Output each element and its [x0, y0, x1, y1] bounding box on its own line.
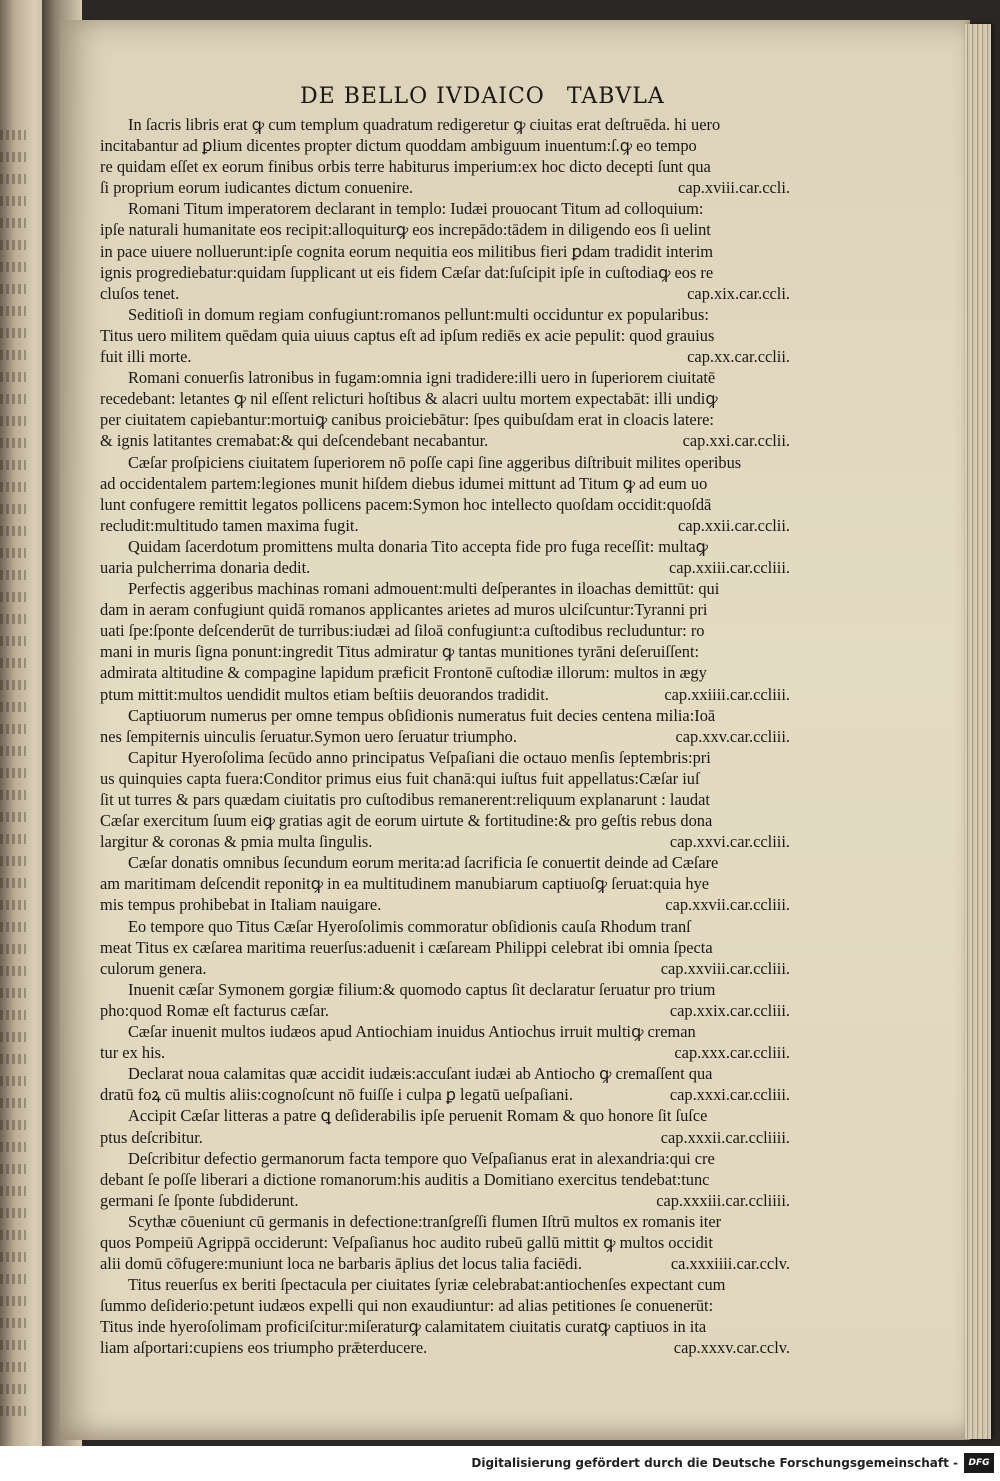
left-page-text-mark — [0, 570, 26, 580]
entry-line: Deſcribitur defectio germanorum facta tempore quo Veſpaſianus erat in alexandria:qui cre — [128, 1148, 715, 1168]
left-page-text-mark — [0, 438, 26, 448]
left-page-text-mark — [0, 900, 26, 910]
left-page-text-mark — [0, 350, 26, 360]
entry-text: culorum genera. — [100, 958, 207, 978]
entry-line: Cæſar exercitum ſuum eiꝙ gratias agit de eorum uirtute & fortitudine:& pro geſtis rebus dona — [100, 811, 713, 831]
entry-text: pho:quod Romæ eſt facturus cæſar. — [100, 1000, 329, 1020]
entry-line: re quidam eſſet ex eorum finibus orbis terre habiturus imperium:ex hoc dicto decepti ſunt qua — [100, 157, 711, 177]
left-page-text-mark — [0, 1120, 26, 1130]
left-page-text-mark — [0, 1186, 26, 1196]
entry-line — [100, 177, 790, 198]
entry-line — [100, 831, 790, 852]
entry-line: dam in aeram confugiunt quidā romanos applicantes arietes ad muros ulciſcuntur:Tyranni pri — [100, 600, 708, 620]
table-of-contents — [100, 114, 790, 1359]
entry-line: uati ſpe:ſponte deſcenderūt de turribus:iudæi ad ſiloā confugiunt:a cuſtodibus recluduntur: ro — [100, 621, 705, 641]
left-page-text-mark — [0, 152, 26, 162]
entry-line: quos Pompeiū Agrippā occiderunt: Veſpaſianus hoc audito rubeū gallū mittit ꝙ multos occidit — [100, 1232, 713, 1252]
entry-line: Cæſar inuenit multos iudæos apud Antiochiam inuidus Antiochus irruit multiꝙ creman — [128, 1022, 696, 1042]
left-page-text-mark — [0, 856, 26, 866]
entry-line: Perfectis aggeribus machinas romani admouent:multi deſperantes in iloachas demittūt: qui — [128, 579, 720, 599]
entry-line: mani in muris ſigna ponunt:ingredit Titus admiratur ꝙ tantas munitiones tyrāni deſeruiſſent: — [100, 642, 700, 662]
left-page-text-mark — [0, 1164, 26, 1174]
left-page-text-mark — [0, 1208, 26, 1218]
left-page-text-mark — [0, 702, 26, 712]
left-page-text-mark — [0, 482, 26, 492]
entry-line: lunt confugere remittit legatos pollicens pacem:Symon hoc intellecto quoſdam occidit:quoſdā — [100, 494, 712, 514]
chapter-reference: cap.xx.car.cclii. — [687, 347, 790, 367]
chapter-reference: cap.xxxiii.car.ccliiii. — [656, 1190, 790, 1210]
left-page-text-mark — [0, 746, 26, 756]
left-page-text-mark — [0, 768, 26, 778]
header-title: DE BELLO IVDAICO — [300, 84, 545, 109]
entry-line: ipſe naturali humanitate eos recipit:alloquiturꝙ eos increpādo:tādem in diligendo eos ſi uelint — [100, 220, 711, 240]
chapter-reference: cap.xxvii.car.ccliii. — [665, 895, 790, 915]
chapter-reference: cap.xxx.car.ccliii. — [674, 1043, 790, 1063]
entry-line — [100, 557, 790, 578]
left-page-text-mark — [0, 526, 26, 536]
page-header — [300, 84, 665, 109]
left-page-text-mark — [0, 944, 26, 954]
left-page-text-mark — [0, 1296, 26, 1306]
entry-text: ſi proprium eorum iudicantes dictum conuenire. — [100, 178, 414, 198]
left-page-text-mark — [0, 394, 26, 404]
left-page-text-mark — [0, 416, 26, 426]
toc-entry — [100, 304, 790, 367]
entry-line: incitabantur ad ꝑlium dicentes propter dictum quoddam ambiguum inuentum:ſ.ꝙ eo tempo — [100, 136, 697, 156]
toc-entry — [100, 367, 790, 451]
entry-text: ptum mittit:multos uendidit multos etiam beſtiis deuorandos tradidit. — [100, 684, 549, 704]
entry-line — [100, 1000, 790, 1021]
left-page-text-mark — [0, 1274, 26, 1284]
entry-line: Captiuorum numerus per omne tempus obſidionis numeratus fuit decies centena milia:Ioā — [128, 705, 716, 725]
left-page-text-mark — [0, 174, 26, 184]
left-page-text-mark — [0, 1340, 26, 1350]
left-page-text-mark — [0, 636, 26, 646]
left-page-text-mark — [0, 240, 26, 250]
left-page-text-mark — [0, 988, 26, 998]
page-edges — [965, 24, 991, 1439]
toc-entry — [100, 1148, 790, 1211]
left-page-text-mark — [0, 1010, 26, 1020]
entry-line — [100, 515, 790, 536]
entry-line — [100, 283, 790, 304]
chapter-reference: cap.xviii.car.ccli. — [678, 178, 790, 198]
left-page-text-mark — [0, 1230, 26, 1240]
left-page-text-mark — [0, 724, 26, 734]
chapter-reference: cap.xxv.car.ccliii. — [675, 726, 790, 746]
chapter-reference: cap.xxi.car.cclii. — [682, 431, 790, 451]
chapter-reference: cap.xxiii.car.ccliii. — [668, 557, 790, 577]
entry-text: & ignis latitantes cremabat:& qui deſcendebant necabantur. — [100, 431, 489, 451]
entry-line — [100, 1253, 790, 1274]
entry-text: liam aſportari:cupiens eos triumpho prǣterducere. — [100, 1338, 428, 1358]
entry-line: in pace uiuere nolluerunt:ipſe cognita eorum nequitia eos militibus fieri ꝑdam tradidit interim — [100, 241, 714, 261]
toc-entry — [100, 979, 790, 1021]
entry-text: dratū foꝝ cū multis aliis:cognoſcunt nō fuiſſe i culpa ꝑ legatū ueſpaſiani. — [100, 1085, 573, 1105]
entry-line: recedebant: letantes ꝙ nil eſſent relicturi hoſtibus & alacri uultu mortem expectabāt: illi undiꝙ — [100, 389, 718, 409]
entry-text: uaria pulcherrima donaria dedit. — [100, 557, 311, 577]
entry-line: Inuenit cæſar Symonem gorgiæ filium:& quomodo captus ſit declaratur ſeruatur pro trium — [128, 979, 716, 999]
entry-line — [100, 726, 790, 747]
entry-line: us quinquies capta fuera:Conditor primus eius fuit chanā:qui iuſtus fuit appellatus:Cæſar iuſ — [100, 768, 700, 788]
entry-line: Declarat noua calamitas quæ accidit iudæis:accuſant iudæi ab Antiocho ꝙ cremaſſent qua — [128, 1064, 713, 1084]
entry-line: per ciuitatem capiebantur:mortuiꝙ canibus proiciebātur: ſpes quibuſdam erat in cloacis latere: — [100, 410, 714, 430]
left-page-text-mark — [0, 1142, 26, 1152]
entry-line: debant ſe poſſe liberari a dictione romanorum:his auditis a Domitiano exercitus tendebat:tunc — [100, 1169, 710, 1189]
left-page-text-mark — [0, 966, 26, 976]
chapter-reference: cap.xxxv.car.cclv. — [673, 1338, 790, 1358]
entry-line: Cæſar donatis omnibus ſecundum eorum merita:ad ſacrificia ſe conuertit deinde ad Cæſare — [128, 853, 719, 873]
entry-line: am maritimam deſcendit reponitꝙ in ea multitudinem manubiarum captiuoſꝙ ſeruat:quia hye — [100, 874, 710, 894]
chapter-reference: cap.xxvi.car.ccliii. — [669, 832, 790, 852]
entry-line — [100, 1337, 790, 1358]
entry-line — [100, 1190, 790, 1211]
left-page-text-mark — [0, 328, 26, 338]
left-page-text-mark — [0, 284, 26, 294]
entry-line: In ſacris libris erat ꝙ cum templum quadratum redigeretur ꝙ ciuitas erat deſtruēda. hi uero — [128, 115, 721, 134]
entry-line: ſummo deſiderio:petunt iudæos expelli qui non exaudiuntur: ad alias petitiones ſe conuenerūt: — [100, 1296, 714, 1316]
toc-entry — [100, 1021, 790, 1063]
toc-entry — [100, 452, 790, 536]
entry-line — [100, 894, 790, 915]
entry-text: recludit:multitudo tamen maxima fugit. — [100, 515, 359, 535]
entry-line — [100, 1127, 790, 1148]
left-page-text-mark — [0, 1318, 26, 1328]
entry-line — [100, 1042, 790, 1063]
entry-line: Scythæ cōueniunt cū germanis in defectione:tranſgreſſi flumen Iſtrū multos ex romanis iter — [128, 1211, 722, 1231]
toc-entry — [100, 1063, 790, 1105]
left-page-text-mark — [0, 592, 26, 602]
left-page-text-mark — [0, 1054, 26, 1064]
entry-line: Cæſar proſpiciens ciuitatem ſuperiorem nō poſſe capi ſine aggeribus diſtribuit milites operibus — [128, 452, 742, 472]
left-page-text-mark — [0, 1384, 26, 1394]
left-page-text-mark — [0, 372, 26, 382]
entry-line: Accipit Cæſar litteras a patre ꝗ deſiderabilis ipſe peruenit Romam & quo honore ſit ſuſce — [128, 1106, 708, 1126]
entry-line: Capitur Hyeroſolima ſecūdo anno principatus Veſpaſiani die octauo menſis ſeptembris:pri — [128, 747, 711, 767]
entry-line: admirata altitudine & compagine lapidum præficit Frontonē cuſtodiæ illorum: multos in ægy — [100, 663, 707, 683]
chapter-reference: cap.xxiiii.car.ccliii. — [664, 684, 790, 704]
entry-line: Seditioſi in domum regiam confugiunt:romanos pellunt:multi occiduntur ex popularibus: — [128, 304, 709, 324]
left-page-text-mark — [0, 1098, 26, 1108]
left-page-text-mark — [0, 306, 26, 316]
toc-entry — [100, 747, 790, 852]
left-page-text-mark — [0, 812, 26, 822]
entry-line: ſit ut turres & pars quædam ciuitatis pro cuſtodibus remanerent:reliquum explanarunt : laudat — [100, 790, 710, 809]
entry-line: ignis progrediebatur:quidam ſupplicant ut eis fidem Cæſar dat:ſuſcipit ipſe in cuſtodiaꝙ eos re — [100, 262, 714, 282]
toc-entry — [100, 916, 790, 979]
left-page-text-mark — [0, 834, 26, 844]
left-page-text-mark — [0, 878, 26, 888]
chapter-reference: cap.xix.car.ccli. — [687, 283, 790, 303]
dfg-logo: DFG — [964, 1453, 994, 1473]
chapter-reference: cap.xxxii.car.ccliiii. — [660, 1127, 790, 1147]
left-page-fragment — [0, 0, 48, 1446]
left-page-text-mark — [0, 130, 26, 140]
entry-line — [100, 1084, 790, 1105]
entry-line — [100, 346, 790, 367]
left-page-text-mark — [0, 504, 26, 514]
toc-entry — [100, 536, 790, 578]
entry-line: Romani Titum imperatorem declarant in templo: Iudæi prouocant Titum ad colloquium: — [128, 199, 704, 219]
entry-text: mis tempus prohibebat in Italiam nauigare. — [100, 895, 382, 915]
left-page-text-mark — [0, 614, 26, 624]
toc-entry — [100, 1105, 790, 1147]
left-page-text-mark — [0, 790, 26, 800]
entry-text: ptus deſcribitur. — [100, 1127, 203, 1147]
left-page-text-mark — [0, 1362, 26, 1372]
left-page-text-mark — [0, 1032, 26, 1042]
entry-text: germani ſe ſponte ſubdiderunt. — [100, 1190, 299, 1210]
toc-entry — [100, 852, 790, 915]
left-page-text-mark — [0, 548, 26, 558]
footer-credit: Digitalisierung gefördert durch die Deutsche Forschungsgemeinschaft - — [471, 1456, 958, 1470]
left-page-text-mark — [0, 460, 26, 470]
entry-line: Quidam ſacerdotum promittens multa donaria Tito accepta fide pro fuga receſſit: multaꝙ — [128, 536, 708, 556]
entry-line: Titus reuerſus ex beriti ſpectacula per ciuitates ſyriæ celebrabat:antiochenſes expectant cum — [128, 1275, 726, 1295]
left-page-text-mark — [0, 1076, 26, 1086]
entry-line: ad occidentalem partem:legiones munit hiſdem diebus idumei mittunt ad Titum ꝙ ad eum uo — [100, 473, 708, 493]
left-page-text-mark — [0, 680, 26, 690]
left-page-text-mark — [0, 218, 26, 228]
toc-entry — [100, 1274, 790, 1358]
chapter-reference: ca.xxxiiii.car.cclv. — [670, 1254, 790, 1274]
left-page-text-mark — [0, 922, 26, 932]
entry-text: cluſos tenet. — [100, 283, 180, 303]
chapter-reference: cap.xxix.car.ccliii. — [669, 1000, 790, 1020]
toc-entry — [100, 114, 790, 198]
chapter-reference: cap.xxii.car.cclii. — [678, 515, 790, 535]
left-page-text-mark — [0, 262, 26, 272]
toc-entry — [100, 198, 790, 303]
toc-entry — [100, 578, 790, 705]
entry-line: Romani conuerſis latronibus in fugam:omnia igni tradidere:illi uero in ſuperiorem ciuitatē — [128, 368, 716, 388]
entry-line: Titus uero militem quēdam quia uiuus captus eſt ad ipſum rediēs ex acie pepulit: quod grauius — [100, 325, 715, 345]
toc-entry — [100, 705, 790, 747]
header-tabula: TABVLA — [566, 84, 665, 109]
chapter-reference: cap.xxxi.car.ccliii. — [669, 1085, 790, 1105]
entry-line — [100, 430, 790, 451]
left-page-text-mark — [0, 196, 26, 206]
entry-line: Titus inde hyeroſolimam proficiſcitur:miſeraturꝙ calamitatem ciuitatis curatꝙ captiuos in ita — [100, 1317, 707, 1337]
left-page-text-mark — [0, 1406, 26, 1416]
digitization-footer — [0, 1446, 1000, 1481]
entry-text: tur ex his. — [100, 1043, 166, 1063]
entry-line: meat Titus ex cæſarea maritima reuerſus:aduenit i cæſaream Philippi celebrat ibi omnia ſpecta — [100, 937, 713, 957]
toc-entry — [100, 1211, 790, 1274]
entry-line — [100, 958, 790, 979]
entry-text: nes ſempiternis uinculis ſeruatur.Symon uero ſeruatur triumpho. — [100, 726, 517, 746]
entry-text: largitur & coronas & pmia multa ſingulis. — [100, 832, 373, 852]
entry-line: Eo tempore quo Titus Cæſar Hyeroſolimis commoratur obſidionis cauſa Rhodum tranſ — [128, 916, 691, 936]
entry-text: alii domū cōfugere:muniunt loca ne barbaris āplius det locus talia faciēdi. — [100, 1254, 582, 1274]
entry-text: fuit illi morte. — [100, 347, 192, 367]
entry-line — [100, 684, 790, 705]
left-page-text-mark — [0, 1252, 26, 1262]
chapter-reference: cap.xxviii.car.ccliii. — [660, 958, 790, 978]
left-page-text-mark — [0, 658, 26, 668]
